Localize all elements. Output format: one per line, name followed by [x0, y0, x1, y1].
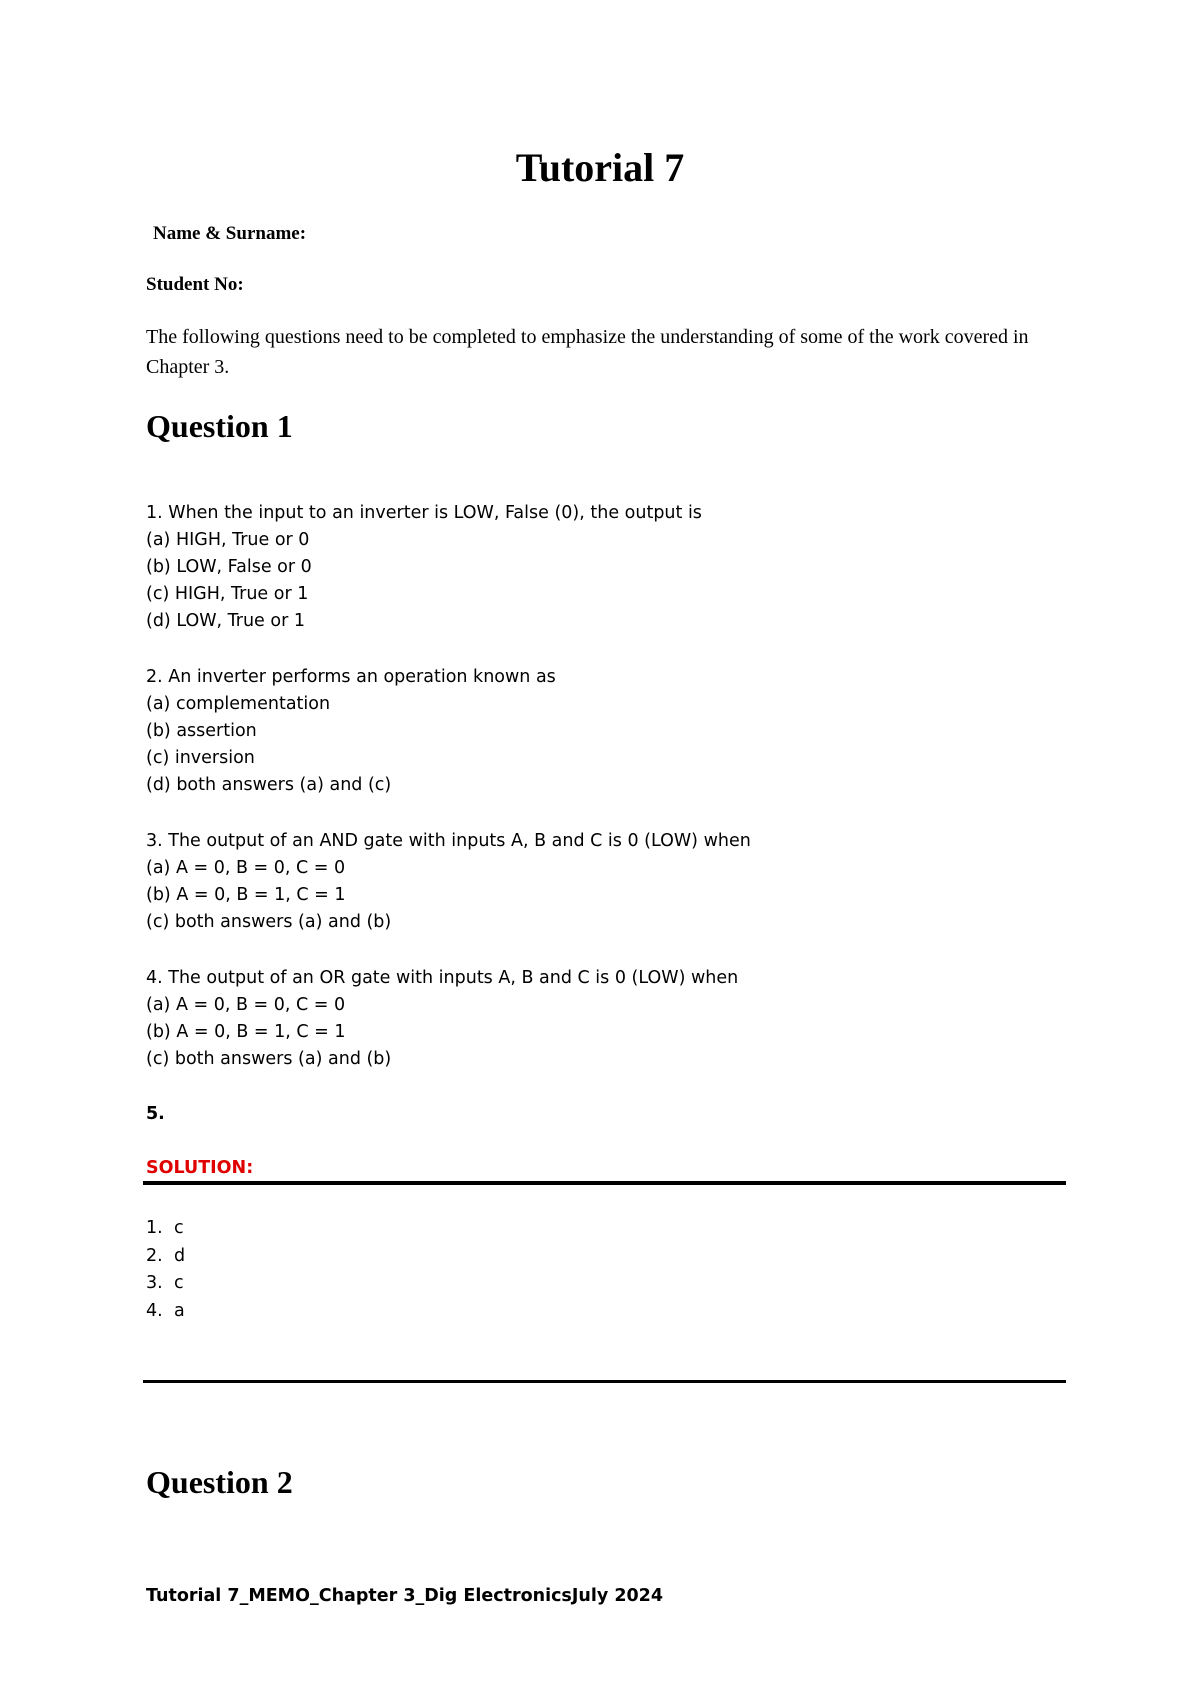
solution-top-divider: [143, 1181, 1066, 1185]
answer-option: (b) A = 0, B = 1, C = 1: [146, 1022, 346, 1042]
answer-option: (a) complementation: [146, 694, 331, 714]
answer-option: (d) both answers (a) and (c): [146, 775, 392, 795]
answer-option: (c) HIGH, True or 1: [146, 584, 309, 604]
answer-option: (b) LOW, False or 0: [146, 557, 312, 577]
answer-list-item: 4. a: [146, 1300, 185, 1321]
question-stem: 3. The output of an AND gate with inputs A, B and C is 0 (LOW) when: [146, 831, 751, 851]
question-item-4: [146, 965, 738, 1073]
answer-option: (c) both answers (a) and (b): [146, 1049, 392, 1069]
name-surname-label: Name & Surname:: [153, 223, 307, 244]
question-item-5: 5.: [146, 1104, 165, 1124]
answer-option: (c) inversion: [146, 748, 255, 768]
question-2-heading: Question 2: [146, 1464, 293, 1500]
solution-answer-list: [146, 1215, 185, 1325]
answer-option: (b) A = 0, B = 1, C = 1: [146, 885, 346, 905]
answer-option: (b) assertion: [146, 721, 257, 741]
student-no-label: Student No:: [146, 274, 244, 295]
question-1-heading: Question 1: [146, 408, 293, 444]
solution-label: SOLUTION:: [146, 1158, 254, 1178]
answer-option: (d) LOW, True or 1: [146, 611, 305, 631]
solution-bottom-divider: [143, 1380, 1066, 1383]
question-stem: 4. The output of an OR gate with inputs A, B and C is 0 (LOW) when: [146, 968, 739, 988]
document-title: Tutorial 7: [515, 145, 685, 190]
answer-list-item: 1. c: [146, 1218, 184, 1238]
answer-list-item: 2. d: [146, 1245, 186, 1266]
question-stem: 1. When the input to an inverter is LOW, False (0), the output is: [146, 503, 702, 523]
question-item-3: [146, 828, 751, 936]
answer-list-item: 3. c: [146, 1273, 184, 1293]
answer-option: (c) both answers (a) and (b): [146, 912, 392, 932]
intro-paragraph: The following questions need to be completed to emphasize the understanding of some of the work covered in Chapter 3.: [146, 326, 1029, 378]
answer-option: (a) A = 0, B = 0, C = 0: [146, 858, 346, 878]
question-stem: 2. An inverter performs an operation known as: [146, 667, 556, 687]
answer-option: (a) A = 0, B = 0, C = 0: [146, 995, 346, 1015]
answer-option: (a) HIGH, True or 0: [146, 530, 310, 550]
page-footer: Tutorial 7_MEMO_Chapter 3_Dig ElectronicsJuly 2024: [146, 1586, 664, 1606]
question-item-1: [146, 500, 702, 635]
question-item-2: [146, 664, 556, 799]
